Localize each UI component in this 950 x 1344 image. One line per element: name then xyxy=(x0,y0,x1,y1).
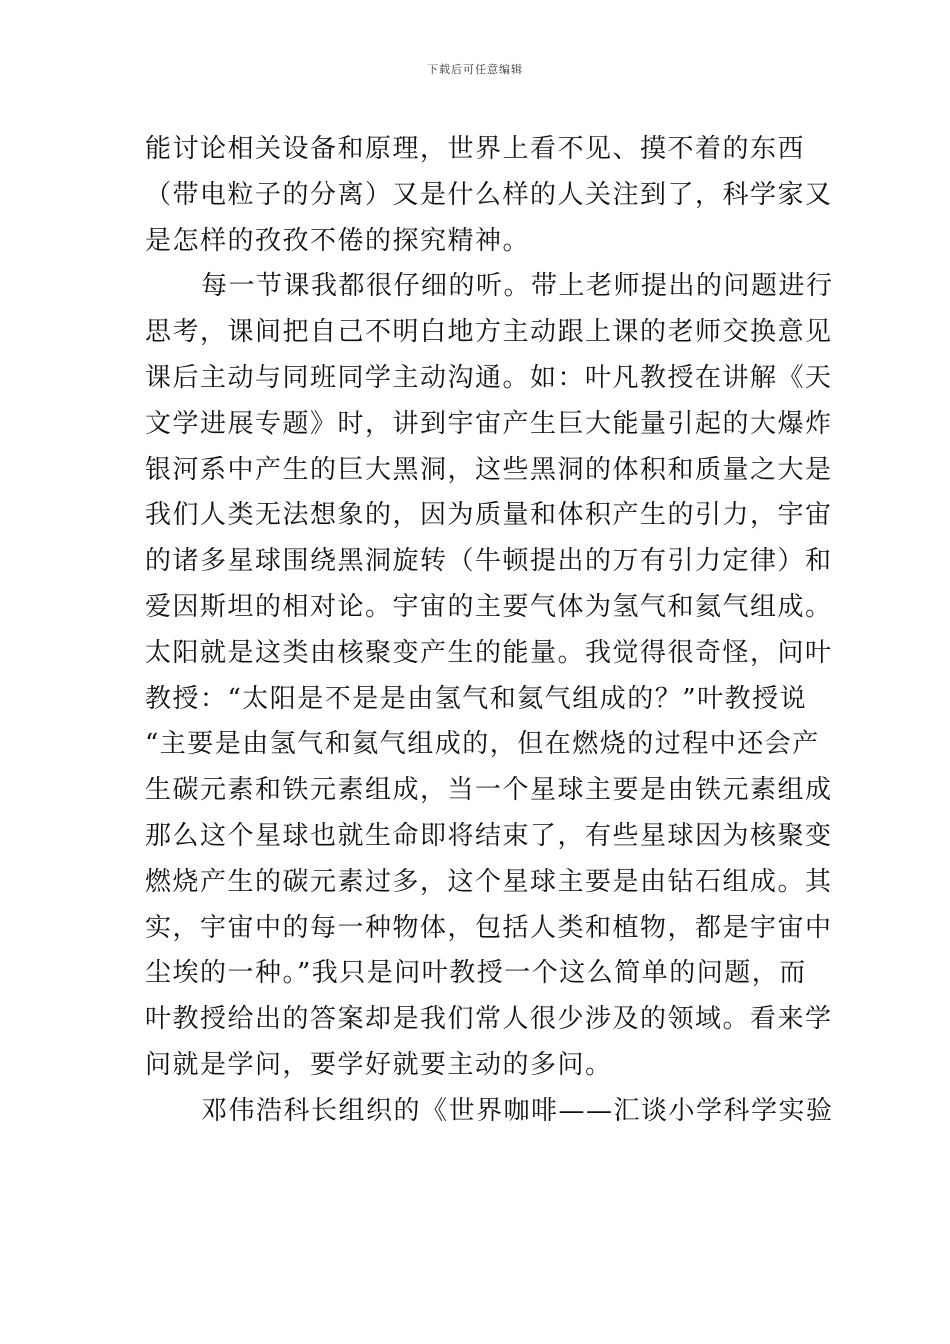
text-line: 问就是学问，要学好就要主动的多问。 xyxy=(145,1049,613,1080)
body-text xyxy=(145,127,834,1135)
text-line: 太阳就是这类由核聚变产生的能量。我觉得很奇怪，问叶 xyxy=(145,637,833,668)
page-header: 下载后可任意编辑 xyxy=(427,63,523,76)
text-line: 尘埃的一种。”我只是问叶教授一个这么简单的问题，而 xyxy=(145,958,807,989)
text-line: 我们人类无法想象的，因为质量和体积产生的引力，宇宙 xyxy=(145,500,833,531)
text-line: 的诸多星球围绕黑洞旋转（牛顿提出的万有引力定律）和 xyxy=(145,546,833,577)
text-line: 那么这个星球也就生命即将结束了，有些星球因为核聚变 xyxy=(145,820,833,851)
text-line: 邓伟浩科长组织的《世界咖啡——汇谈小学科学实验 xyxy=(201,1095,834,1126)
text-line: 每一节课我都很仔细的听。带上老师提出的问题进行 xyxy=(201,271,834,302)
text-line: （带电粒子的分离）又是什么样的人关注到了，科学家又 xyxy=(145,179,833,210)
text-line: 实，宇宙中的每一种物体，包括人类和植物，都是宇宙中 xyxy=(145,912,833,943)
text-line: 燃烧产生的碳元素过多，这个星球主要是由钻石组成。其 xyxy=(145,866,833,897)
text-line: 能讨论相关设备和原理，世界上看不见、摸不着的东西 xyxy=(145,134,806,164)
text-line: 叶教授给出的答案却是我们常人很少涉及的领域。看来学 xyxy=(145,1004,833,1035)
text-line: 教授：“太阳是不是是由氢气和氦气组成的？”叶教授说 xyxy=(145,683,808,714)
text-line: 生碳元素和铁元素组成，当一个星球主要是由铁元素组成 xyxy=(145,775,833,806)
text-line: 课后主动与同班同学主动沟通。如：叶凡教授在讲解《天 xyxy=(145,362,833,393)
text-line: 思考，课间把自己不明白地方主动跟上课的老师交换意见 xyxy=(145,317,833,348)
text-line: 文学进展专题》时，讲到宇宙产生巨大能量引起的大爆炸 xyxy=(145,408,833,439)
text-line: “主要是由氢气和氦气组成的，但在燃烧的过程中还会产 xyxy=(145,729,820,760)
text-line: 银河系中产生的巨大黑洞，这些黑洞的体积和质量之大是 xyxy=(145,454,833,485)
text-line: 爱因斯坦的相对论。宇宙的主要气体为氢气和氦气组成。 xyxy=(145,591,833,622)
text-line: 是怎样的孜孜不倦的探究精神。 xyxy=(145,225,531,256)
